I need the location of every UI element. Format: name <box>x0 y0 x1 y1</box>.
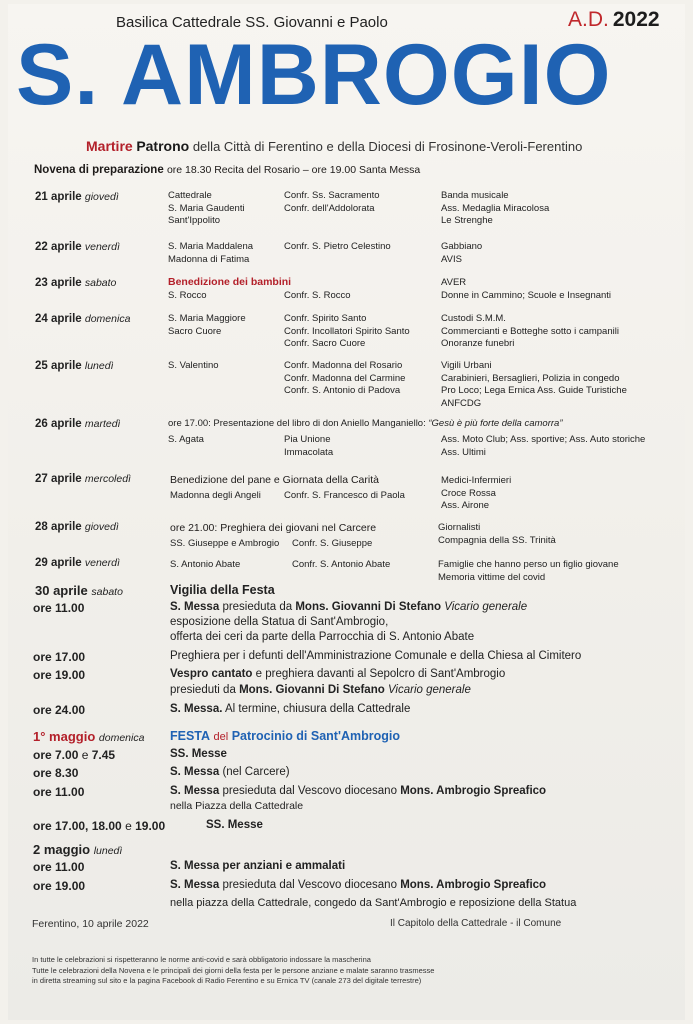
apr30-event-4 <box>170 703 410 715</box>
apr30-time-2: ore 17.00 <box>33 650 86 664</box>
date-28-label: 28 aprile <box>35 521 82 533</box>
date-may1-dow: domenica <box>98 732 145 744</box>
may1-time-1 <box>33 748 115 762</box>
date-25-label: 25 aprile <box>35 360 82 372</box>
apr30-event-1-line3: offerta dei ceri da parte della Parrocchia di S. Antonio Abate <box>170 631 475 643</box>
e4-a: Al termine, chiusura della Cattedrale <box>224 703 411 715</box>
d29-col3: Famiglie che hanno perso un figlio giovane Memoria vittime del covid <box>438 559 619 583</box>
date-25-dow: lunedì <box>84 360 114 372</box>
may1-time-3: ore 11.00 <box>33 785 85 799</box>
date-22-dow: venerdì <box>84 241 120 253</box>
subtitle-martire: Martire <box>86 138 133 154</box>
e1-b: Mons. Giovanni Di Stefano <box>295 601 442 613</box>
e4-bold: S. Messa. <box>170 703 223 715</box>
d27-col3: Medici-Infermieri Croce Rossa Ass. Airone <box>441 475 512 511</box>
may2-e2-b: Mons. Ambrogio Spreafico <box>400 879 547 891</box>
may2-time-2: ore 19.00 <box>33 879 86 893</box>
date-27 <box>35 473 131 485</box>
footer-note: In tutte le celebrazioni si rispetteranno le norme anti-covid e sarà obbligatorio indossare la mascherina Tutte le celebrazioni della Novena e le principali dei giorni della festa per le persone anziane e malate saranno trasmesse in diretta streaming sul sito e la pagina Facebook di Radio Ferentino e su Ernica TV (canale 273 del digitale terrestre) <box>32 955 435 985</box>
date-28-dow: giovedì <box>84 521 119 533</box>
date-30 <box>35 583 123 598</box>
may2-e2-a: presieduta dal Vescovo diocesano <box>222 879 397 891</box>
festa-word: FESTA <box>170 729 211 743</box>
may1-t1-e: e <box>81 748 89 762</box>
date-30-dow: sabato <box>91 586 123 598</box>
may1-t1: ore 7.00 <box>33 748 79 762</box>
d22-col1: S. Maria Maddalena Madonna di Fatima <box>168 241 254 265</box>
festa-del: del <box>213 731 229 743</box>
apr30-time-1: ore 11.00 <box>33 601 85 615</box>
e3-l2c: Vicario generale <box>387 684 471 696</box>
d28-note: ore 21.00: Preghiera dei giovani nel Carcere <box>170 522 377 534</box>
may2-event-2 <box>170 879 546 891</box>
may1-event-3-line2: nella Piazza della Cattedrale <box>170 800 304 812</box>
apr30-event-3-line2 <box>170 684 471 696</box>
d29-col2: Confr. S. Antonio Abate <box>292 559 391 570</box>
subtitle-patrono: Patrono <box>136 138 190 154</box>
d28-col1: SS. Giuseppe e Ambrogio <box>170 538 280 549</box>
d26-note-text: ore 17.00: Presentazione del libro di don Aniello Manganiello: <box>168 418 426 429</box>
apr30-event-1 <box>170 601 527 613</box>
d26-col1: S. Agata <box>168 434 204 445</box>
date-24-dow: domenica <box>84 313 131 325</box>
d24-col1: S. Maria Maggiore Sacro Cuore <box>168 313 246 337</box>
e3-l2a: presieduti da <box>170 684 236 696</box>
date-27-dow: mercoledì <box>84 473 131 485</box>
may1-e2-bold: S. Messa <box>170 766 220 778</box>
d24-col2: Confr. Spirito Santo Confr. Incollatori Spirito Santo Confr. Sacro Cuore <box>284 313 410 349</box>
festa-patrocinio: Patrocinio di Sant'Ambrogio <box>231 729 400 743</box>
date-28 <box>35 521 119 533</box>
d27-note: Benedizione del pane e Giornata della Carità <box>170 474 379 486</box>
d26-note <box>168 418 563 431</box>
date-may2 <box>33 842 122 857</box>
d22-col3: Gabbiano AVIS <box>441 241 483 265</box>
e3-bold: Vespro cantato <box>170 668 253 680</box>
date-27-label: 27 aprile <box>35 473 82 485</box>
novena-line <box>34 164 420 176</box>
d26-note-quote: “Gesù è più forte della camorra” <box>428 418 563 429</box>
d23-col3: AVER Donne in Cammino; Scuole e Insegnanti <box>441 277 612 301</box>
d24-col3: Custodi S.M.M. Commercianti e Botteghe sotto i campanili Onoranze funebri <box>441 313 619 349</box>
may2-event-1: S. Messa per anziani e ammalati <box>170 860 346 872</box>
e1-bold: S. Messa <box>170 601 220 613</box>
may1-t4-e: e <box>125 819 132 833</box>
date-29 <box>35 557 120 569</box>
date-23-label: 23 aprile <box>35 277 82 289</box>
may2-e2-bold: S. Messa <box>170 879 220 891</box>
apr30-time-4: ore 24.00 <box>33 703 86 717</box>
may1-e3-b: Mons. Ambrogio Spreafico <box>400 785 547 797</box>
date-may1 <box>33 729 144 744</box>
date-may2-dow: lunedì <box>93 845 123 857</box>
may1-t1-b: 7.45 <box>91 748 116 762</box>
basilica-name: Basilica Cattedrale SS. Giovanni e Paolo <box>116 14 388 31</box>
d25-col1: S. Valentino <box>168 360 219 371</box>
may1-t4-b: 19.00 <box>135 819 166 833</box>
date-21-dow: giovedì <box>84 191 119 203</box>
subtitle <box>86 138 582 154</box>
may1-time-4 <box>33 819 165 833</box>
may1-event-1: SS. Messe <box>170 748 227 760</box>
date-24 <box>35 313 130 325</box>
apr30-event-2: Preghiera per i defunti dell'Amministrazione Comunale e della Chiesa al Cimitero <box>170 650 582 662</box>
date-30-label: 30 aprile <box>35 583 88 598</box>
d29-col1: S. Antonio Abate <box>170 559 241 570</box>
may1-e2-a: (nel Carcere) <box>222 766 290 778</box>
page-title: S. AMBROGIO <box>16 27 612 123</box>
may1-e3-a: presieduta dal Vescovo diocesano <box>222 785 397 797</box>
date-21-label: 21 aprile <box>35 191 82 203</box>
may1-t4: ore 17.00, 18.00 <box>33 819 122 833</box>
d25-col2: Confr. Madonna del Rosario Confr. Madonna del Carmine Confr. S. Antonio di Padova <box>284 360 406 396</box>
d26-col2: Pia Unione Immacolata <box>284 434 334 458</box>
date-may1-label: 1° maggio <box>33 729 96 744</box>
poster <box>8 4 685 1020</box>
vigilia-title: Vigilia della Festa <box>170 583 275 597</box>
subtitle-rest: della Città di Ferentino e della Diocesi di Frosinone-Veroli-Ferentino <box>192 139 583 154</box>
date-22-label: 22 aprile <box>35 241 82 253</box>
apr30-event-1-line2: esposizione della Statua di Sant'Ambrogio, <box>170 616 389 628</box>
d26-col3: Ass. Moto Club; Ass. sportive; Ass. Auto storiche Ass. Ultimi <box>441 434 646 458</box>
apr30-time-3: ore 19.00 <box>33 668 86 682</box>
date-may2-label: 2 maggio <box>33 842 91 857</box>
date-21 <box>35 191 119 203</box>
e1-c: Vicario generale <box>444 601 528 613</box>
d21-col1: Cattedrale S. Maria Gaudenti Sant'Ippolito <box>168 190 245 226</box>
footer-signature: Il Capitolo della Cattedrale - il Comune <box>390 918 562 929</box>
may1-event-4: SS. Messe <box>206 819 263 831</box>
date-22 <box>35 241 120 253</box>
may1-time-2: ore 8.30 <box>33 766 79 780</box>
date-29-label: 29 aprile <box>35 557 82 569</box>
novena-label: Novena di preparazione <box>34 164 164 176</box>
d25-col3: Vigili Urbani Carabinieri, Bersaglieri, Polizia in congedo Pro Loco; Lega Ernica Ass. Guide Turistiche ANFCDG <box>441 360 627 409</box>
d23-col1: S. Rocco <box>168 290 207 301</box>
apr30-event-3 <box>170 668 505 680</box>
may1-e3-bold: S. Messa <box>170 785 220 797</box>
date-23 <box>35 277 116 289</box>
festa-title <box>170 729 400 743</box>
date-24-label: 24 aprile <box>35 313 82 325</box>
ad-year: 2022 <box>612 8 660 31</box>
e3-l2b: Mons. Giovanni Di Stefano <box>239 684 385 696</box>
may2-event-2-line2: nella piazza della Cattedrale, congedo da Sant'Ambrogio e reposizione della Statua <box>170 897 577 909</box>
may1-event-3 <box>170 785 546 797</box>
ad-label: A.D. <box>568 8 609 31</box>
date-25 <box>35 360 113 372</box>
d27-col2: Confr. S. Francesco di Paola <box>284 490 405 501</box>
d21-col2: Confr. Ss. Sacramento Confr. dell'Addolorata <box>284 190 380 214</box>
d22-col2: Confr. S. Pietro Celestino <box>284 241 391 252</box>
e3-a: e preghiera davanti al Sepolcro di Sant'Ambrogio <box>255 668 506 680</box>
d28-col2: Confr. S. Giuseppe <box>292 538 373 549</box>
d28-col3: Giornalisti Compagnia della SS. Trinità <box>438 522 556 546</box>
d27-col1: Madonna degli Angeli <box>170 490 261 501</box>
d23-col2: Confr. S. Rocco <box>284 290 351 301</box>
date-23-dow: sabato <box>84 277 117 289</box>
d21-col3: Banda musicale Ass. Medaglia Miracolosa Le Strenghe <box>441 190 550 226</box>
d23-benedizione: Benedizione dei bambini <box>168 276 292 288</box>
footer-place-date: Ferentino, 10 aprile 2022 <box>32 918 149 930</box>
may2-time-1: ore 11.00 <box>33 860 85 874</box>
date-26-dow: martedì <box>84 418 121 430</box>
date-26-label: 26 aprile <box>35 418 82 430</box>
date-29-dow: venerdì <box>84 557 120 569</box>
e1-a: presieduta da <box>222 601 293 613</box>
may1-event-2 <box>170 766 290 778</box>
novena-text: ore 18.30 Recita del Rosario – ore 19.00 Santa Messa <box>166 164 421 176</box>
date-26 <box>35 418 120 430</box>
